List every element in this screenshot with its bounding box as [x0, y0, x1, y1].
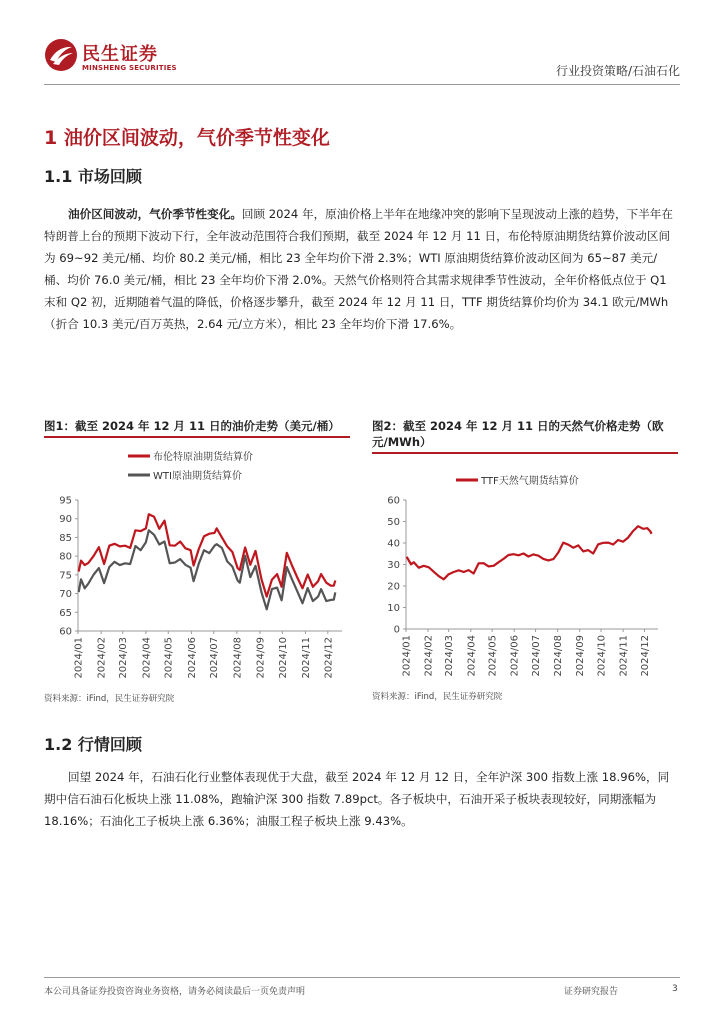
- y-tick-label: 75: [59, 570, 72, 582]
- y-tick-label: 95: [59, 495, 72, 507]
- footer-report-type: 证券研究报告: [564, 987, 619, 997]
- figure-source: 资料来源：iFind，民生证券研究院: [372, 692, 503, 702]
- y-tick-label: 0: [393, 624, 400, 636]
- y-tick-label: 60: [59, 626, 72, 638]
- y-tick-label: 20: [387, 581, 400, 593]
- x-tick-label: 2024/07: [531, 635, 543, 677]
- y-tick-label: 85: [59, 532, 72, 544]
- oil-price-chart: [44, 438, 350, 690]
- y-tick-label: 90: [59, 514, 72, 526]
- page-header: [0, 0, 724, 90]
- section-title: 1 油价区间波动，气价季节性变化: [44, 127, 330, 149]
- x-tick-label: 2024/11: [300, 637, 312, 679]
- minsheng-logo-icon: [44, 38, 78, 72]
- x-tick-label: 2024/09: [575, 635, 587, 677]
- footer-disclaimer: 本公司具备证券投资咨询业务资格，请务必阅读最后一页免责声明: [44, 987, 306, 997]
- x-tick-label: 2024/01: [73, 637, 85, 679]
- y-tick-label: 40: [387, 538, 400, 550]
- legend-label: WTI原油期货结算价: [153, 471, 242, 482]
- y-tick-label: 65: [59, 607, 72, 619]
- y-tick-label: 70: [59, 589, 72, 601]
- x-tick-label: 2024/03: [444, 635, 456, 677]
- x-tick-label: 2024/02: [423, 635, 435, 677]
- figure-title: 图1：截至 2024 年 12 月 11 日的油价走势（美元/桶）: [44, 419, 340, 433]
- y-tick-label: 50: [387, 517, 400, 528]
- x-tick-label: 2024/12: [323, 637, 335, 679]
- x-tick-label: 2024/10: [596, 635, 608, 677]
- y-tick-label: 80: [59, 551, 72, 563]
- x-tick-label: 2024/03: [118, 637, 130, 679]
- y-tick-label: 10: [387, 603, 400, 614]
- footer-divider: [44, 977, 680, 978]
- header-divider: [44, 84, 680, 85]
- x-tick-label: 2024/10: [277, 637, 289, 679]
- page-number: 3: [672, 984, 678, 994]
- subsection-title-sector-review: 1.2 行情回顾: [44, 735, 142, 754]
- series-line: [407, 526, 652, 579]
- x-tick-label: 2024/04: [466, 635, 478, 677]
- subsection-title-market-review: 1.1 市场回顾: [44, 167, 142, 186]
- series-line: [79, 514, 336, 596]
- x-tick-label: 2024/06: [509, 635, 521, 677]
- y-tick-label: 60: [387, 495, 400, 507]
- x-tick-label: 2024/09: [255, 637, 267, 679]
- x-tick-label: 2024/01: [401, 635, 413, 677]
- figure-source: 资料来源：iFind，民生证券研究院: [44, 694, 175, 704]
- gas-price-chart: [372, 454, 678, 688]
- x-tick-label: 2024/02: [96, 637, 108, 679]
- figure-title: 图2：截至 2024 年 12 月 11 日的天然气价格走势（欧元/MWh）: [372, 419, 664, 449]
- x-tick-label: 2024/07: [209, 637, 221, 679]
- x-tick-label: 2024/12: [639, 635, 651, 677]
- market-review-paragraph: [44, 203, 680, 335]
- x-tick-label: 2024/08: [553, 635, 565, 677]
- x-tick-label: 2024/05: [487, 635, 499, 677]
- x-tick-label: 2024/05: [163, 637, 175, 679]
- sector-review-paragraph: [44, 766, 680, 832]
- paragraph-lead: 油价区间波动，气价季节性变化。: [68, 207, 242, 221]
- series-line: [79, 530, 336, 609]
- x-tick-label: 2024/06: [186, 637, 198, 679]
- figure-gas-price: [372, 418, 678, 702]
- y-tick-label: 30: [387, 560, 400, 571]
- paragraph-body: 回顾 2024 年，原油价格上半年在地缘冲突的影响下呈现波动上涨的趋势，下半年在特朗普上台的预期下波动下行，全年波动范围符合我们预期，截至 2024 年 12 月 11 日，布伦特原油期货结算价波动区间为 69~92 美元/桶、均价 80.2 美元/桶，相比 23 全年均价下滑 2.3%；WTI 原油期货结算价波动区间为 65~87 美元/桶、均价 76.0 美元/桶，相比 23 全年均价下滑 2.0%。天然气价格则符合其需求规律季节性波动，全年价格低点位于 Q1 末和 Q2 初，近期随着气温的降低，价格逐步攀升，截至 2024 年 12 月 11 日，TTF 期货结算价均价为 34.1 欧元/MWh（折合 10.3 美元/百万英热，2.64 元/立方米），相比 23 全年均价下滑 17.6%。: [44, 207, 673, 331]
- legend-label: TTF天然气期货结算价: [481, 476, 579, 487]
- logo-chinese-name: 民生证券: [82, 44, 158, 65]
- x-tick-label: 2024/11: [618, 635, 630, 677]
- legend-label: 布伦特原油期货结算价: [153, 452, 253, 463]
- x-tick-label: 2024/08: [232, 637, 244, 679]
- paragraph-body: 回望 2024 年，石油石化行业整体表现优于大盘，截至 2024 年 12 月 12 日，全年沪深 300 指数上涨 18.96%，同期中信石油石化板块上涨 11.08%，跑输沪深 300 指数 7.89pct。各子板块中，石油开采子板块表现较好，同期涨幅为 18.16%；石油化工子板块上涨 6.36%；油服工程子板块上涨 9.43%。: [44, 770, 670, 828]
- company-logo: [44, 38, 184, 78]
- figure-oil-price: [44, 418, 350, 704]
- report-category: 行业投资策略/石油石化: [555, 64, 680, 78]
- x-tick-label: 2024/04: [141, 637, 153, 679]
- logo-english-name: MINSHENG SECURITIES: [82, 64, 177, 72]
